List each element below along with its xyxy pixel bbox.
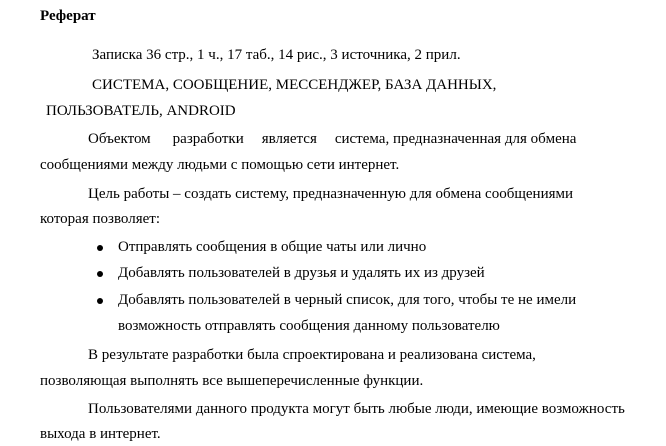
object-word-3: является [261,131,317,147]
keywords-line-2: ПОЛЬЗОВАТЕЛЬ, ANDROID [46,103,236,119]
result-paragraph-line-2: позволяющая выполнять все вышеперечисленные функции. [40,373,424,389]
abstract-heading: Реферат [40,8,96,24]
object-paragraph-line-1 [88,130,576,148]
object-word-2: разработки [172,131,244,147]
bullet-item-3: Добавлять пользователей в черный список, для того, чтобы те не имели [118,292,577,308]
users-paragraph-line-2: выхода в интернет. [40,426,161,442]
bullet-item-1: Отправлять сообщения в общие чаты или лично [118,239,427,255]
summary-line: Записка 36 стр., 1 ч., 17 таб., 14 рис., 3 источника, 2 прил. [92,47,461,63]
object-word-4: система, предназначенная для обмена [334,131,577,147]
object-paragraph-line-2: сообщениями между людьми с помощью сети интернет. [40,157,400,173]
bullet-marker [97,298,103,304]
keywords-line-1: СИСТЕМА, СООБЩЕНИЕ, МЕССЕНДЖЕР, БАЗА ДАННЫХ, [92,77,497,93]
users-paragraph-line-1: Пользователями данного продукта могут быть любые люди, имеющие возможность [88,401,625,417]
bullet-item-2: Добавлять пользователей в друзья и удалять их из друзей [118,265,485,281]
goal-paragraph-line-1: Цель работы – создать систему, предназначенную для обмена сообщениями [88,186,574,202]
bullet-item-3-continuation: возможность отправлять сообщения данному пользователю [118,318,500,334]
bullet-marker [97,245,103,251]
bullet-marker [97,271,103,277]
result-paragraph-line-1: В результате разработки была спроектирована и реализована система, [88,347,536,363]
object-word-1: Объектом [88,131,151,147]
goal-paragraph-line-2: которая позволяет: [40,211,160,227]
